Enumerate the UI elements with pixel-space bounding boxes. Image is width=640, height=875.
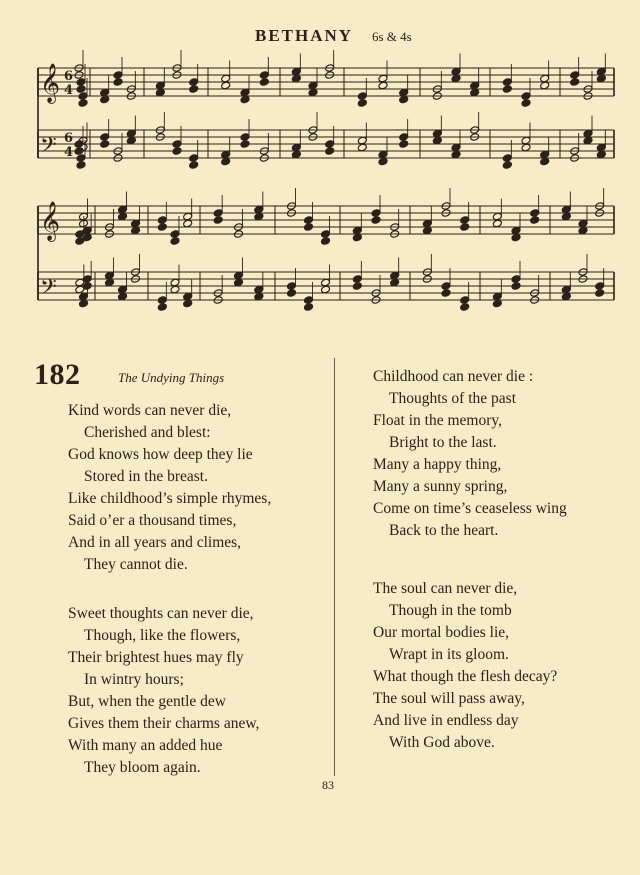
note-head: [259, 78, 269, 87]
verse-line: Cherished and blest:: [84, 424, 211, 441]
note-head: [131, 219, 141, 228]
stanza-4: [373, 578, 557, 754]
note-head: [540, 81, 550, 90]
verse-line: Sweet thoughts can never die,: [68, 605, 254, 622]
note-head: [352, 226, 362, 235]
verse-line: They cannot die.: [84, 556, 188, 573]
note-head: [357, 136, 367, 145]
note-head: [240, 88, 250, 97]
note-head: [170, 230, 180, 239]
note-head: [399, 88, 409, 97]
time-signature: 6: [64, 69, 74, 84]
note-head: [254, 292, 264, 301]
note-head: [561, 205, 571, 214]
hymn-title: The Undying Things: [118, 370, 225, 385]
note-head: [105, 278, 115, 287]
note-head: [352, 275, 362, 284]
verse-line: Float in the memory,: [373, 412, 503, 429]
note-head: [432, 136, 442, 145]
verse-line: With God above.: [389, 734, 495, 751]
note-head: [451, 74, 461, 83]
note-head: [126, 129, 136, 138]
note-head: [502, 85, 512, 94]
page-number: 83: [322, 778, 334, 792]
note-head: [240, 95, 250, 104]
note-head: [172, 147, 182, 156]
verse-line: Though in the tomb: [389, 602, 512, 619]
verse-line: God knows how deep they lie: [68, 446, 253, 463]
verse-line: Gives them their charms anew,: [68, 715, 260, 732]
note-head: [221, 157, 231, 166]
note-head: [221, 81, 231, 90]
note-head: [521, 99, 531, 108]
note-head: [570, 71, 580, 80]
treble-clef-icon: 𝄞: [40, 63, 61, 103]
note-head: [321, 230, 331, 239]
note-head: [157, 296, 167, 305]
note-head: [304, 303, 314, 312]
verse-line: Thoughts of the past: [389, 390, 516, 407]
verse-line: Stored in the breast.: [84, 468, 208, 485]
meter: 6s & 4s: [372, 29, 412, 44]
verse-line: With many an added hue: [68, 737, 223, 754]
note-head: [325, 147, 335, 156]
hymn-number: 182: [34, 358, 81, 391]
note-head: [113, 78, 123, 87]
verse-line: Many a happy thing,: [373, 456, 502, 473]
note-head: [422, 219, 432, 228]
note-head: [378, 81, 388, 90]
stanza-1: [68, 400, 271, 576]
note-head: [254, 205, 264, 214]
verse-line: And in all years and climes,: [68, 534, 242, 551]
note-head: [540, 150, 550, 159]
verse-line: Bright to the last.: [389, 434, 497, 451]
note-head: [521, 136, 531, 145]
note-head: [213, 216, 223, 225]
note-head: [460, 216, 470, 225]
note-head: [371, 209, 381, 218]
verse-line: Come on time’s ceaseless wing: [373, 500, 567, 517]
verse-line: Like childhood’s simple rhymes,: [68, 490, 272, 507]
treble-clef-icon: 𝄞: [40, 201, 61, 241]
note-head: [170, 285, 180, 294]
tune-name: BETHANY: [255, 26, 354, 45]
note-head: [183, 212, 193, 221]
note-head: [578, 226, 588, 235]
note-head: [170, 278, 180, 287]
note-head: [460, 296, 470, 305]
verse-line: In wintry hours;: [84, 671, 184, 688]
note-head: [189, 78, 199, 87]
note-head: [126, 136, 136, 145]
note-head: [157, 216, 167, 225]
note-head: [511, 282, 521, 291]
verse-line: Our mortal bodies lie,: [373, 624, 510, 641]
note-head: [76, 85, 86, 94]
note-head: [596, 143, 606, 152]
note-head: [352, 233, 362, 242]
note-head: [118, 285, 128, 294]
note-head: [287, 282, 297, 291]
note-head: [390, 278, 400, 287]
note-head: [100, 133, 110, 142]
note-head: [399, 133, 409, 142]
note-head: [291, 67, 301, 76]
bass-clef-icon: 𝄢: [40, 275, 57, 305]
note-head: [451, 67, 461, 76]
note-head: [521, 143, 531, 152]
note-head: [502, 154, 512, 163]
note-head: [511, 275, 521, 284]
note-head: [521, 92, 531, 101]
note-head: [79, 292, 89, 301]
verse-line: Many a sunny spring,: [373, 478, 508, 495]
note-head: [291, 150, 301, 159]
note-head: [460, 303, 470, 312]
note-head: [240, 133, 250, 142]
note-head: [561, 285, 571, 294]
note-head: [221, 150, 231, 159]
note-head: [583, 136, 593, 145]
verse-line: Though, like the flowers,: [84, 627, 241, 644]
verse-line: Wrapt in its gloom.: [389, 646, 509, 663]
note-head: [441, 289, 451, 298]
verse-line: And live in endless day: [373, 712, 519, 729]
verse-line: Said o’er a thousand times,: [68, 512, 237, 529]
note-head: [78, 99, 88, 108]
note-head: [540, 157, 550, 166]
note-head: [254, 285, 264, 294]
note-head: [511, 226, 521, 235]
note-head: [378, 74, 388, 83]
note-head: [118, 292, 128, 301]
note-head: [170, 237, 180, 246]
note-head: [157, 303, 167, 312]
music-score: [0, 0, 640, 330]
note-head: [502, 161, 512, 170]
note-head: [321, 278, 331, 287]
note-head: [79, 299, 89, 308]
note-head: [530, 216, 540, 225]
note-head: [76, 154, 86, 163]
note-head: [502, 78, 512, 87]
note-head: [157, 223, 167, 232]
note-head: [234, 271, 244, 280]
note-head: [100, 88, 110, 97]
note-head: [291, 143, 301, 152]
note-head: [460, 223, 470, 232]
note-head: [378, 157, 388, 166]
note-head: [595, 282, 605, 291]
note-head: [530, 209, 540, 218]
note-head: [291, 74, 301, 83]
note-head: [118, 205, 128, 214]
note-head: [357, 143, 367, 152]
note-head: [131, 226, 141, 235]
note-head: [470, 88, 480, 97]
note-head: [596, 74, 606, 83]
note-head: [540, 74, 550, 83]
column-divider: [334, 358, 335, 776]
note-head: [399, 140, 409, 149]
note-head: [105, 271, 115, 280]
note-head: [596, 67, 606, 76]
note-head: [213, 209, 223, 218]
note-head: [304, 296, 314, 305]
note-head: [390, 271, 400, 280]
note-head: [492, 299, 502, 308]
note-head: [321, 285, 331, 294]
note-head: [189, 85, 199, 94]
note-head: [511, 233, 521, 242]
note-head: [492, 292, 502, 301]
note-head: [561, 212, 571, 221]
note-head: [113, 71, 123, 80]
note-head: [189, 154, 199, 163]
note-head: [492, 219, 502, 228]
note-head: [155, 88, 165, 97]
note-head: [451, 150, 461, 159]
stanza-3: [373, 366, 567, 542]
note-head: [583, 129, 593, 138]
time-signature: 4: [64, 83, 74, 98]
note-head: [189, 161, 199, 170]
time-signature: 4: [64, 145, 74, 160]
note-head: [570, 78, 580, 87]
note-head: [304, 223, 314, 232]
verse-line: Back to the heart.: [389, 522, 499, 539]
note-head: [492, 212, 502, 221]
note-head: [100, 95, 110, 104]
note-head: [596, 150, 606, 159]
note-head: [259, 71, 269, 80]
note-head: [304, 216, 314, 225]
verse-line: They bloom again.: [84, 759, 201, 776]
note-head: [76, 161, 86, 170]
time-signature: 6: [64, 131, 74, 146]
verse-line: Childhood can never die :: [373, 368, 534, 385]
note-head: [357, 92, 367, 101]
verse-line: What though the flesh decay?: [373, 668, 558, 685]
note-head: [183, 219, 193, 228]
note-head: [357, 99, 367, 108]
note-head: [321, 237, 331, 246]
note-head: [287, 289, 297, 298]
note-head: [441, 282, 451, 291]
note-head: [155, 81, 165, 90]
note-head: [578, 219, 588, 228]
verse-line: But, when the gentle dew: [68, 693, 226, 710]
note-head: [432, 129, 442, 138]
verse-line: Kind words can never die,: [68, 402, 232, 419]
note-head: [595, 289, 605, 298]
note-head: [183, 292, 193, 301]
note-head: [378, 150, 388, 159]
note-head: [422, 226, 432, 235]
note-head: [254, 212, 264, 221]
note-head: [183, 299, 193, 308]
note-head: [399, 95, 409, 104]
note-head: [470, 81, 480, 90]
note-head: [451, 143, 461, 152]
note-head: [100, 140, 110, 149]
verse-line: The soul will pass away,: [373, 690, 525, 707]
note-head: [234, 278, 244, 287]
note-head: [352, 282, 362, 291]
note-head: [118, 212, 128, 221]
note-head: [561, 292, 571, 301]
verse-line: Their brightest hues may fly: [68, 649, 244, 666]
note-head: [240, 140, 250, 149]
stanza-2: [68, 603, 259, 779]
verse-line: The soul can never die,: [373, 580, 518, 597]
note-head: [371, 216, 381, 225]
note-head: [221, 74, 231, 83]
note-head: [308, 81, 318, 90]
bass-clef-icon: 𝄢: [40, 133, 57, 163]
note-head: [172, 140, 182, 149]
note-head: [76, 78, 86, 87]
note-head: [308, 88, 318, 97]
note-head: [325, 140, 335, 149]
note-head: [78, 92, 88, 101]
